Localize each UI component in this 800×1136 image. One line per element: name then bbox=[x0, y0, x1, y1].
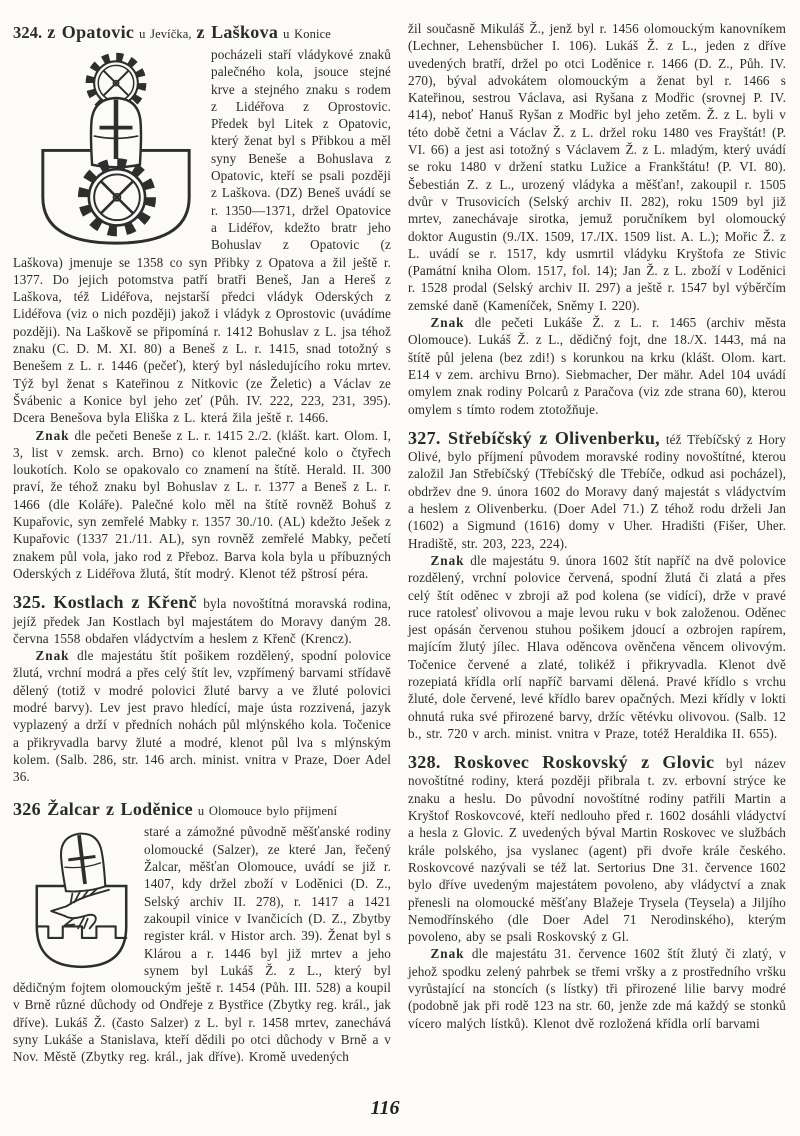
entry-326-heading: 326 Žalcar z Loděnice u Olomouce bylo příjmení bbox=[13, 799, 338, 820]
entry-325-body: 325. Kostlach z Křenč byla novoštítná moravská rodina, jejíž předek Jan Kostlach byl majestátem do Moravy daným 28. června 1558 obdařen vládyctvím a heslem z Křenč (Krencz). bbox=[13, 592, 391, 646]
left-column bbox=[13, 20, 391, 1066]
right-column bbox=[408, 20, 786, 1066]
entry-325 bbox=[13, 594, 391, 785]
entry-327-heading: 327. Střebíčský z Olivenberku, bbox=[408, 427, 660, 448]
entry-327-blazon: Znak dle majestátu 9. února 1602 štít napříč na dvě polovice rozdělený, vrchní polovice červená, spodní žlutá či zlatá a přes celý štít oděnec v zbroji až pod kolena (se vidící), drže v pravé ruce ratolesť olivovou a maje levou ruku v bok založenou. Oděnec jest opásán červenou stuhou pošikem jdoucí a ozbrojen rapírem, majícím žlutý jílec. Hlava oděncova ověnčena věncem olivovým. Točenice červené a zlaté, tolikéž i přikryvadla. Klenot dvě rozepiatá křídla orlí napříč barvami dělená. Pravé křídlo s vrchu žluté, dole červené, levé křídlo barev opačných. Mezi křídly v lokti ohnutá ruka své přirozené barvy, držíc větévku olivovou. (Salb. 12 b., str. 720 v arch. minist. vnitra v Praze, totéž Heraldika II. 655). bbox=[408, 552, 786, 741]
entry-324-body: pocházeli staří vládykové znaků palečného kola, jsouce stejné krve a stejného znaku s rodem z Lidéřova z Oprostovic. Předek byl Litek z Opatovic, který ženat byl s Přibkou a měl syny Beneše a Bohuslava z Opatovic, kteří se psali později z Laškova. (DZ) Beneš uvádí se r. 1350—1371, držel Opatovice a Lidéřov, kdežto bratr jeho Bohuslav z Opatovic (z Laškova) jmenuje se 1358 co syn Přibky z Opatova a žil ještě r. 1377. Do jejich potomstva patří bratři Beneš, Jan a Hereš z Laškova, též Lidéřova, nejstarší předci vládyk Oderských z Lidéřova (viz o nich později) jakož i vládyk z Oprostovic (uvádíme později). Na Laškově se připomíná r. 1412 Bohuslav z L. jsa téhož znaku (C. D. M. XI. 80) a Beneš z L. r. 1415, snad totožný s Benešem z L. r. 1446 (pečeť), který byl následujícího roku mrtev. Týž byl ženat s Kateřinou z Nitkovic (ze Želetic) a Václav ze Švábenic a Konice byl jeho zeť (Půh. IV. 222, 223, 231, 395). Dcera Benešova byla Eliška z L. která žila ještě r. 1466. bbox=[13, 47, 391, 426]
entry-327-body: 327. Střebíčský z Olivenberku, též Třebíčský z Hory Olivé, bylo příjmení původem moravské rodiny novoštítné, kterou založil Jan Střebíčský (Třebíčský dle Třebíče, odkud asi pocházel), obdržev dne 9. února 1602 do Moravy daný majestát s vládyctvím a heslem z Olivenberku. (Doer Adel 71.) Z téhož rodu drželi Jan (1602) a Sigmund (1616) domy v Uher. Hradišti (Fišer, Uher. Hradiště, str. 203, 223, 224). bbox=[408, 427, 786, 551]
family-name: z Laškova bbox=[196, 22, 279, 42]
entry-328-heading: 328. Roskovec Roskovský z Glovic bbox=[408, 752, 715, 773]
coat-of-arms-zalcar-half-stag bbox=[31, 826, 132, 973]
entry-327 bbox=[408, 427, 786, 742]
entry-325-blazon: Znak dle majestátu štít pošikem rozdělený, spodní polovice žlutá, vrchní modrá a přes celý štít lev, vzpřímený barvami střídavě dělený (totiž v modré polovici žluté barvy a ve žluté polovici modré barvy). Lev jest pravo hledící, maje ústa rozzivená, jazyk vyplazený a drží v předních nohách půl mlýnského kola. Točenice a přikryvadla barvy žluté a modré, klenot půl lva s mlýnským kolem. (Salb. 286, str. 146 arch. minist. vnitra v Praze, Doer Adel 36. bbox=[13, 648, 391, 785]
entry-326 bbox=[13, 797, 391, 1065]
entry-328-blazon: Znak dle majestátu 31. července 1602 štít žlutý či zlatý, v jehož spodku zelený pahrbek se třemi vršky a z prostředního vršku vyrůstající na stoncích (s lístky) tři přirozené lilie barvy modré (podobně jak při rodě 123 na str. 60, jenže zde má každý se stonků vícero malých lístků). Klenot dvě rozložená křídla orlí barvami bbox=[408, 946, 786, 1031]
entry-328-body: 328. Roskovec Roskovský z Glovic byl název novoštítné rodiny, která později přibrala t. zv. erbovní strýce ke znaku a heslu. Do původní novoštítné rodiny patřili Martin a Kryštof Roskovcové, kteří nedlouho před r. 1602 dosáhli vládyctví a hesla z Glovic. Z uvedených býval Martin Roskovec ve službách krále polského, jsa vyslanec (agent) při dvoře krále českého. Roskovcové nazývali se též lat. Sertorius Dne 31. července 1602 bylo dříve uvedeným majestátem povoleno, aby vládyctví a znak přenesli na olomoucké měšťany Blažeje Trysela (Teysela) a Jiljího Nemodřínského (dle Doer Adel 71 Nerodinského), kterým povoleno, aby se psali Roskovský z Gl. bbox=[408, 752, 786, 945]
entry-328 bbox=[408, 754, 786, 1032]
two-column-layout bbox=[13, 20, 790, 1066]
entry-324-heading: 324. z Opatovic u Jevíčka, z Laškova u Konice bbox=[13, 22, 331, 42]
entry-324 bbox=[13, 20, 391, 582]
page-number: 116 bbox=[370, 1097, 400, 1119]
entry-324-blazon: Znak dle pečeti Beneše z L. r. 1415 2./2. (klášt. kart. Olom. I, 3, list v zemsk. arch. Brno) co klenot palečné kolo o čtyřech loukotích. Kolo se opakovalo co znamení na štítě. Herald. II. 300 praví, že téhož znaku byl Bohuslav z L. r. 1377 a Beneš z L. r. 1466 (dle Koláře). Palečné kolo měl na štítě rovněž Bohuš z Kupařovic, syn zemřelé Mabky r. 1357 30./10. (AL) kdežto Ješek z Kupařovic (1337 21./11. AL), syn rovněž zemřelé Mabky, pečetí znakem půl vola, jako rod z Přeboz. Barva kola byla u příbuzných Oderských z Lidéřova žlutá, štít modrý. Klenot též pštrosí péra. bbox=[13, 427, 391, 581]
entry-326-body: staré a zámožné původně měšťanské rodiny olomoucké (Salzer), ze které Jan, řečený Žalcar, měšťan Olomouce, uvádí se již r. 1407, kdy držel zboží v Loděnici (D. Z., Selský archiv II. 278), r. 1417 a 1421 zakoupil vinice v Ivančicích (D. Z., Zbytby register král. v Histor arch. 39). Ženat byl s Klárou a r. 1446 byl již mrtev a jeho synem byl Lukáš Ž. z L., který byl dědičným fojtem olomouckým ještě r. 1454 (Půh. III. 528) a koupil v Brně různé důchody od Ondřeje z Bystřice (Zbytky reg. král., jak dříve). Lukáš Ž. (často Salzer) z L. byl r. 1458 mrtev, zanechává syny Lukáše a Stanislava, kteří dědili po otci důchody v Brně a v Nov. Městě (Zbytky reg. král., jak dříve). Kromě uvedených bbox=[13, 824, 391, 1065]
family-name: z Opatovic bbox=[47, 22, 135, 42]
entry-326-blazon: Znak dle pečeti Lukáše Ž. z L. r. 1465 (archiv města Olomouce). Lukáš Ž. z L., dědičný fojt, dne 18./X. 1443, má na štítě půl jelena (bez zdi!) s korunkou na krku (klášt. Olom. kart. E14 v zem. archivu Brno). Siebmacher, Der mähr. Adel 104 uvádí omylem znak rodiny Polcarů z Paračova (viz zde strana 60), kterou omylem s tímto rodem ztotožňuje. bbox=[408, 315, 786, 417]
entry-325-heading: 325. Kostlach z Křenč bbox=[13, 592, 197, 613]
coat-of-arms-opatovic-gear-wheel bbox=[33, 49, 199, 249]
entry-number: 324. bbox=[13, 23, 43, 42]
entry-326-continuation: žil současně Mikuláš Ž., jenž byl r. 1456 olomouckým kanovníkem (Lechner, Lehensbücher I. 106). Lukáš Ž. z L., jeden z dříve uvedených bratří, držel po otci Loděnice r. 1466 (D. Z., Půh. IV. 270), býval advokátem olomouckým a ženat byl r. 1466 s Kateřinou, sestrou Václava, asi Ryšana z Modřic (srovnej P. IV. 414), neboť Hanuš Ryšan z Modřic byl jeho zetěm. Ž. z L. byli v této době četni a Václav Ž. z L. držel roku 1480 ves Frayštát! (P. VI. 66) a jest asi totožný s Václavem Ž. z L. mladým, který uvádí se roku 1480 v držení statku Lužice a Frankštátu! (P. VI. 80). Šebestián Z. z L., urozený vládyka a měšťan!, zakoupil r. 1505 dvůr v Trusovicích (Selský archiv II. 282), roku 1509 byl již mrtev, zanechávaje sirotka, jemuž poručníkem byl olomoucký doktor Augustin (9./IX. 1509, 17./IX. 1509 list. A. L.); Mořic Ž. z L. uvádí se r. 1517, kdy usmrtil vládyku Kryštofa ze Stivic (Památní kniha Olom. 1517, fol. 14); Jan Ž. z L. zboží v Loděnici r. 1528 prodal (Selský archiv II. 297) a ještě r. 1547 byl výběrčím zemské daně (Kameníček, Sněmy I. 220). bbox=[408, 21, 786, 313]
